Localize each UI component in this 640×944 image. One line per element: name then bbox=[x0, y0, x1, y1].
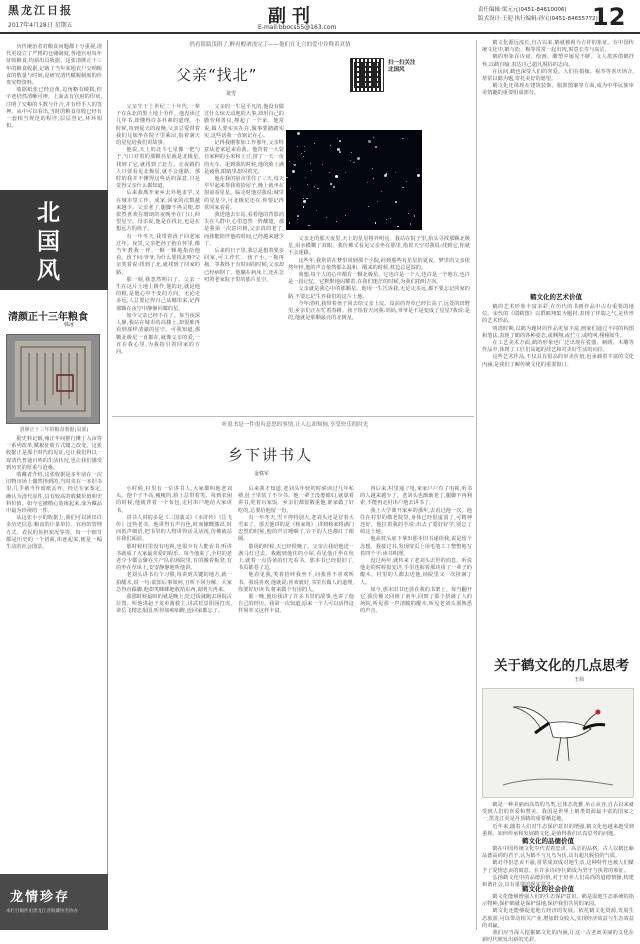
star-dot bbox=[339, 140, 341, 142]
star-dot bbox=[377, 201, 379, 203]
star-dot bbox=[395, 201, 397, 203]
paragraph: 有一年冬天,我带着孩子回老家过年。夜里,父亲把孙子抱在怀里,像当年教我一样,一颗一颗地指给他看。孩子问:爷爷,为什么要找北呀?父亲笑着说:找到了北,就找到了回家的路。 bbox=[116, 233, 200, 276]
article-divider bbox=[112, 416, 474, 417]
heading-social-value: 鹤文化的社会价值 bbox=[522, 885, 574, 893]
paragraph: 后来我离开家乡去外地求学,又在城市里工作、成家,回家的次数越来越少。父亲老了,腿脚不再灵便,却依然喜欢在晴朗的夜晚坐在门口,仰望星空。母亲说,他是在找北,也是在想远方的孩子。 bbox=[116, 190, 200, 233]
paragraph: 那一晚,他给我讲了许多书里的故事,也讲了他自己的经历。我第一次知道,原来一个人可以活得这样简单又这样丰富。 bbox=[238, 594, 354, 615]
star-dot bbox=[384, 174, 387, 177]
star-dot bbox=[308, 225, 310, 227]
star-dot bbox=[297, 215, 299, 217]
social-value-body bbox=[482, 894, 634, 944]
star-dot bbox=[303, 198, 304, 199]
left-body-text bbox=[6, 436, 102, 870]
star-dot bbox=[310, 163, 311, 164]
paragraph: 没过两年,就传来了老刘头去世的消息。听说他走的时候很安详,手里还握着那块用了一辈子的醒木。村里的人都去送他,场院里又一次挤满了人。 bbox=[360, 558, 472, 586]
star-dot bbox=[317, 188, 319, 190]
star-dot bbox=[390, 218, 391, 219]
qr-code-pattern bbox=[354, 62, 380, 88]
star-dot bbox=[303, 156, 304, 157]
star-dot bbox=[414, 215, 416, 217]
star-dot bbox=[333, 186, 335, 188]
paragraph: 鹤是一种美丽而高贵的鸟类,它体态优雅,举止从容,自古以来就受到人们的喜爱和赞美。我国是世界上鹤类资源最丰富的国家之一,黑龙江更是丹顶鹤的重要栖息地。 bbox=[482, 802, 634, 823]
paragraph: 有一年冬天,雪下得特别大,老刘头还是冒着大雪来了。那天他讲的是《杨家将》,讲到杨家将满门忠烈的时候,他的声音哽咽了,台下的人也都红了眼圈。 bbox=[238, 514, 354, 543]
star-dot bbox=[303, 200, 306, 203]
paragraph: 讲书人讲的多是《三国演义》《水浒传》《岳飞传》这些老书。他讲得有声有色,时而慷慨激昂,时而低声细语,把书里的人物讲得活灵活现,仿佛就站在我们面前。 bbox=[116, 514, 232, 543]
star-dot bbox=[330, 183, 332, 185]
paragraph: 父亲就是我心中的那颗星。他用一生告诉我,无论走多远,都不要忘记回家的路,不要忘记生养我们的这片土地。 bbox=[288, 286, 470, 300]
paragraph: 我想,每个人的心中都有一颗北极星。它也许是一个人,也许是一个地方,也许是一段记忆。它默默地闪耀着,在我们迷茫的时候,为我们指明方向。 bbox=[288, 272, 470, 286]
paragraph: 小时候,村里有一位讲书人,大家都叫他老刘头。他个子不高,瘦瘦的,脸上总带着笑。每到农闲的时候,他就背着一个布包,走村串户地给大家讲书。 bbox=[116, 486, 232, 514]
paragraph: 鹤的形象在诗词、绘画、雕塑中屡见不鲜。文人墨客借鹤抒怀,以鹤自喻,表达自己超凡脱俗的志向。 bbox=[482, 54, 634, 68]
right-mid-text bbox=[482, 304, 634, 644]
star-dot bbox=[339, 151, 341, 153]
star-dot bbox=[337, 148, 340, 151]
section-title: 副刊 bbox=[268, 6, 316, 27]
star-dot bbox=[357, 157, 360, 160]
paragraph: 他从枕头底下拿出那本旧书递给我,说是留个念想。我接过书,发现扉页上用毛笔工工整整地写着四个字:读书明理。 bbox=[360, 536, 472, 557]
left-intro-text bbox=[6, 44, 102, 184]
paragraph: 鹤文化能够增强人们的生态保护意识。鹤是湿地生态系统的指示物种,保护鹤就是保护湿地,保护我们共同的家园。 bbox=[482, 894, 634, 908]
paragraph: 记得我刚参加工作那年,父亲特意从老家赶来看我。他背着一大袋自家种的小米和土豆,挤了一天一夜的火车。见到我的时候,他的脸上满是疲惫,眼睛里却闪着光。 bbox=[204, 140, 284, 175]
paragraph: 明清时期,以鹤为题材的作品更加丰富,画家们通过不同的构图和笔法,表现了鹤的各种姿态,或翱翔,或伫立,或鸣叫,栩栩如生。 bbox=[482, 325, 634, 339]
paragraph: 我上大学离开家乡的那年,去看过他一次。他住在村里的敬老院里,身体已经很虚弱了,可精神还好。他拉着我的手说:出去了要好好学,别忘了咱这土地。 bbox=[360, 507, 472, 536]
paragraph: 老刘头讲书有个习惯,每讲到关键的地方,就一拍醒木,说一句:欲知后事如何,且听下回分解。大家急得直跺脚,他却笑眯眯地收拾东西,说明天再来。 bbox=[116, 572, 232, 593]
star-dot bbox=[375, 146, 377, 148]
star-dot bbox=[367, 182, 368, 183]
crane-article-author: 王伟 bbox=[574, 677, 585, 683]
paragraph: 我们应当深入挖掘鹤文化的内涵,让这一古老而美丽的文化在新时代焕发出新的光彩。 bbox=[482, 930, 634, 944]
article1-col1 bbox=[116, 104, 200, 414]
right-top-text bbox=[482, 40, 634, 288]
star-dot bbox=[289, 161, 290, 162]
star-dot bbox=[368, 206, 369, 207]
article1-col3 bbox=[288, 236, 470, 412]
star-dot bbox=[397, 226, 399, 228]
column-name-band bbox=[0, 190, 108, 290]
paragraph: 从这张小小的收据上,我们可以读出许多历史信息:粮食的计量单位、官府的管理方式、农民的负担状况等等。每一个细节都是历史的一个切面,串连起来,便是一幅生动的社会图景。 bbox=[6, 515, 102, 551]
star-dot bbox=[292, 170, 295, 173]
paragraph: 父亲的一生是平凡的,他没有做过什么惊天动地的大事,却用自己的勤劳和善良,撑起了一个家。他常说,做人要实实在在,做事要踏踏实实,这些话我一直铭记在心。 bbox=[204, 104, 284, 139]
star-dot bbox=[375, 222, 377, 224]
paragraph: 收据纸张已经泛黄,边角略有破损,但字迹仍然清晰可辨。上面盖有官府的印章,注明了交粮的斗数与升合,并有经手人的签押。从中可以看出,当时的粮食征收已经有一套相当规范的程序,层层登记,环环相扣。 bbox=[6, 87, 102, 130]
article2-title: 乡下讲书人 bbox=[228, 446, 314, 464]
article1-col2 bbox=[204, 104, 284, 414]
footer-subtitle: 本栏目稿件由黑龙江省收藏协会协办 bbox=[6, 909, 78, 914]
paragraph: 他在我的宿舍里住了三天,每天早早起来帮我收拾屋子,晚上就坐在窗前看星星。临走时他对我说:城里的星星少,可北极星还在,你要记得常回家看看。 bbox=[204, 176, 284, 211]
paragraph: 鹤文化还体现在建筑装饰、服饰图案等方面,成为中华民族审美情趣的重要组成部分。 bbox=[482, 83, 634, 97]
star-dot bbox=[350, 160, 352, 162]
paragraph: 在工艺美术方面,鹤的形象也广泛出现在瓷器、刺绣、木雕等作品中,体现了工匠们高超的技艺和对美好生活的向往。 bbox=[482, 340, 634, 354]
crane-image bbox=[483, 689, 633, 797]
paragraph: 再后来,村里通了电,家家户户有了电视,听书的人越来越少了。老刘头也渐渐老了,腿脚不再利索,不能再走村串户地去讲书了。 bbox=[360, 486, 472, 507]
star-dot bbox=[402, 138, 404, 140]
paragraph: 今年清明,我带着孩子回去给父亲上坟。坟前的青草已经长高了,远处的田野里,乡亲们正在忙着春耕。孩子指着天问我:妈妈,爷爷是不是变成了星星?我说:是的,他就是那颗最亮的北极星。 bbox=[288, 300, 470, 322]
article1-title: 父亲“找北” bbox=[176, 66, 258, 84]
editor-line: 责任编辑:梁元元(0451-84610006) bbox=[478, 7, 567, 13]
star-dot bbox=[289, 222, 291, 224]
star-dot bbox=[351, 152, 352, 153]
article2-col1 bbox=[116, 486, 232, 926]
star-dot bbox=[406, 181, 407, 182]
star-dot bbox=[307, 184, 308, 185]
star-dot bbox=[410, 223, 412, 225]
star-dot bbox=[395, 172, 396, 173]
crane-article-title: 关于鹤文化的几点思考 bbox=[494, 658, 629, 674]
paragraph: 鹤文化源远流长,自古以来,鹤就被视为吉祥的象征。在中国传统文化中,鹤与松、梅等常常一起出现,寓意长寿与高洁。 bbox=[482, 40, 634, 54]
paragraph: 他看见我,笑着招呼我坐下,问我喜不喜欢听书。我说喜欢,他就说:喜欢就好,书里有做人的道理,你要好好读书,将来做个有用的人。 bbox=[238, 572, 354, 593]
column-name: 北国风 bbox=[33, 200, 60, 287]
crane-intro-body bbox=[482, 802, 634, 836]
paragraph: 后来我才知道,老刘头年轻的时候读过几年私塾,肚子里装了不少书。他一辈子没娶媳妇,就靠着讲书,吃着百家饭。乡亲们都很敬重他,谁家做了好吃的,总要给他留一份。 bbox=[238, 486, 354, 514]
star-dot bbox=[402, 187, 404, 189]
star-dot bbox=[303, 206, 305, 208]
star-dot bbox=[337, 138, 338, 139]
star-dot bbox=[314, 186, 315, 187]
star-dot bbox=[381, 191, 382, 192]
paragraph: 那一刻,我忽然明白了。父亲一生在这片土地上耕作,他的北,就是他的根,是他心中不变的方向。无论走多远,人总要记得自己从哪里来,记得那颗在夜空中静静闪耀的星。 bbox=[116, 276, 200, 312]
star-dot bbox=[372, 168, 373, 169]
star-dot bbox=[345, 215, 346, 216]
masthead: 黑龙江日报 bbox=[8, 4, 73, 17]
paragraph: 据史料记载,雍正年间推行摊丁入亩等一系列改革,赋税征收方式随之改变。这张收据正是那个时代的见证,它让我们得以一窥清代普通百姓的生活状况,也让我们感受到历史的厚重与沧桑。 bbox=[6, 436, 102, 471]
star-dot bbox=[286, 177, 288, 179]
star-dot bbox=[373, 137, 374, 138]
footer-title: 龙情珍存 bbox=[10, 890, 71, 905]
left-column bbox=[0, 40, 108, 930]
paragraph: 他说,天上的北斗七星像一把勺子,勺口对着的那颗亮星就是北极星,找到了它,就找到了北方。走夜路的人只要看见北极星,就不会迷路。那时的我并不懂得这些话的深意,只是觉得父亲什么都知道。 bbox=[116, 147, 200, 190]
paragraph: 我那时候最盼的就是晚上,吃过饭就跑去场院占位置。听他讲赵子龙单骑救主,讲武松景阳冈打虎,讲岳飞精忠报国,听得如痴如醉,连回家都忘了。 bbox=[116, 594, 232, 615]
designer-line: 版式设计:王迎 执行编辑:孙宝(0451-84655772) bbox=[478, 16, 598, 22]
star-dot bbox=[290, 188, 292, 190]
paragraph: 鹤对伴侣忠贞不渝,常常成双成对地生活,这种特性也被人们赋予了爱情忠贞的寓意。在许多诗词中,鹤成为坚守与执着的象征。 bbox=[482, 860, 634, 874]
star-dot bbox=[294, 164, 296, 166]
article1-banner: 悄看银瓶浅斟了,醉看醇酒浇完了——他们在无言的爱中诠释着真情 bbox=[189, 42, 351, 48]
star-dot bbox=[322, 164, 323, 165]
heading-moral-value: 鹤文化的品德价值 bbox=[522, 837, 574, 845]
star-dot bbox=[329, 172, 330, 173]
left-article-title: 清颜正十三年粮食 bbox=[8, 312, 88, 323]
star-dot bbox=[326, 217, 327, 218]
qr-caption: 扫一扫关注北国风 bbox=[388, 60, 416, 73]
receipt-image bbox=[7, 335, 99, 423]
star-dot bbox=[311, 170, 312, 171]
paragraph: 鹤文化还能够促进地方经济的发展。依托鹤文化资源,发展生态旅游,可以带动相关产业,增加群众收入,实现经济效益与生态效益的双赢。 bbox=[482, 908, 634, 929]
star-dot bbox=[301, 153, 302, 154]
star-dot bbox=[345, 172, 346, 173]
article2-banner: 听说书是一件很有意思的事情,让人忘却烦恼,享受快乐的时光 bbox=[221, 422, 369, 428]
star-dot bbox=[305, 177, 306, 178]
star-dot bbox=[330, 145, 331, 146]
paragraph: 鹤在中国传统文化中代表着忠贞、高洁的品格。古人以鹤比喻品德高尚的君子,认为鹤不与凡鸟为伍,具有超凡脱俗的气质。 bbox=[482, 846, 634, 860]
article2-col3 bbox=[360, 486, 472, 926]
star-dot bbox=[408, 213, 409, 214]
paragraph: 那时候村里没有电视,也很少有人能看书,听讲书就成了大家最喜爱的娱乐。每当他来了,全村的老老少少都会聚在生产队的场院里,有的搬着板凳,有的坐在草垛上,安安静静地听他讲。 bbox=[116, 543, 232, 572]
paragraph: 后来的日子里,我总是想着要多回家,可工作忙、孩子小,一拖再拖。等我终于有时间的时候,父亲却已经病倒了。他躺在病床上,还在念叨着老家院子里的那片星空。 bbox=[204, 248, 284, 283]
star-dot bbox=[304, 151, 305, 152]
left-footer-banner bbox=[0, 874, 108, 930]
star-dot bbox=[314, 143, 316, 145]
section-email: E-mail:bbocs55@163.com bbox=[258, 24, 337, 31]
star-dot bbox=[297, 146, 298, 147]
right-column-divider bbox=[476, 40, 477, 930]
paragraph: 父亲生于上世纪二十年代,一辈子在东北的黑土地上劳作。他没读过几年书,却懂得许多朴素的道理。小时候,每到夏天的夜晚,父亲总爱带着我们兄妹坐在院子里乘凉,指着满天的星星给我们讲故事。 bbox=[116, 104, 200, 147]
star-dot bbox=[297, 132, 300, 135]
paragraph: 在民间,鹤也深受人们的喜爱。人们在婚嫁、祝寿等喜庆场合,常常以鹤为题,寄托美好的愿望。 bbox=[482, 68, 634, 83]
article1-author: 龙雪 bbox=[226, 91, 237, 97]
left-article-author: 韩冰 bbox=[64, 322, 75, 328]
paragraph: 近年来,随着人们对生态保护意识的增强,鹤文化也越来越受到重视。如何传承和发展鹤文化,是值得我们认真思考的问题。 bbox=[482, 823, 634, 837]
paragraph: 收藏者介绍,这张收据是多年前在一次旧物市场上偶然得到的,当时夹在一本旧书里,几乎被当作废纸丢弃。经过专家鉴定,确认为清代原件,具有较高的收藏价值和史料价值。如今它被精心装裱起来,成为藏品中最为珍视的一件。 bbox=[6, 472, 102, 515]
star-dot bbox=[304, 146, 305, 147]
paragraph: 历代统治者对粮食问题都十分重视,清代更设立了严格的仓储制度,各地官府每年征收粮食,均须出具收据。这张清颜正十三年的粮食收据,记载了当年某地农户交纳粮食的数量与时间,是研究清代赋税制度的珍贵实物资料。 bbox=[6, 44, 102, 87]
star-dot bbox=[353, 162, 355, 164]
paragraph: 如今,那本旧书还放在我的书架上。每当翻开它,我仿佛又回到了童年,回到了那个挤满了人的场院,听见那一声清脆的醒木,听见老刘头那熟悉的声音。 bbox=[360, 586, 472, 615]
article2-author: 金铁军 bbox=[254, 471, 270, 477]
star-dot bbox=[368, 140, 371, 143]
star-dot bbox=[306, 198, 308, 200]
page-number: 12 bbox=[592, 3, 626, 31]
paragraph: 这些年,我常常在梦里回到那个小院,回到那些有星星的夏夜。梦里的父亲依然年轻,他的声音依然那么温和。醒来的时候,枕边总是湿的。 bbox=[288, 257, 470, 271]
starry-sky-photo bbox=[286, 130, 422, 230]
paragraph: 弘扬鹤文化中的品德价值,对于培养人们高尚的道德情操,构建和谐社会,具有重要的现实意义。 bbox=[482, 874, 634, 889]
paragraph: 这些艺术作品,不仅具有很高的审美价值,也承载着丰富的文化内涵,是我们了解传统文化的重要窗口。 bbox=[482, 354, 634, 368]
page-header bbox=[0, 0, 640, 34]
issue-date: 2017年4月28日 星期五 bbox=[8, 22, 73, 29]
star-dot bbox=[386, 219, 387, 220]
star-dot bbox=[336, 221, 337, 222]
star-dot bbox=[335, 175, 338, 178]
star-dot bbox=[316, 210, 317, 211]
paragraph: 散场的时候,天已经很晚了。父亲让我给他送一盏马灯过去。我跑到他住的小屋,看见他正坐在炕上,就着一点昏黄的灯光看书。那本书已经很旧了,书页都卷了边。 bbox=[238, 543, 354, 572]
qr-code-icon[interactable] bbox=[350, 58, 384, 92]
receipt-photo bbox=[6, 334, 100, 424]
receipt-photo-caption: 清颜正十三年的粮食收据(局部) bbox=[19, 427, 89, 433]
star-dot bbox=[373, 178, 374, 179]
paragraph: 我送他去车站,看着他的背影消失在人群中,心里忽然一阵酸楚。那是我第一次意识到,父亲真的老了,而我能陪伴他的时间,已经越来越少了。 bbox=[204, 212, 284, 247]
star-dot bbox=[417, 174, 420, 177]
star-dot bbox=[297, 219, 299, 221]
article2-col2 bbox=[238, 486, 354, 926]
right-heading-art: 鹤文化的艺术价值 bbox=[530, 293, 582, 301]
paragraph: 如今父亲已经不在了。每当夜深人静,我站在城市的高楼上,却很难再看到那样清澈的星空。可我知道,那颗北极星一直都在,就像父亲的爱,一直在我心里,为我指引着回家的方向。 bbox=[116, 312, 200, 355]
paragraph: 父亲走的那天夜里,天上的星星格外明亮。我站在院子里,抬头寻找那颗北极星,泪水模糊了双眼。我仿佛又看见父亲坐在那里,指着天空对我说:找到它,你就不会迷路。 bbox=[288, 236, 470, 257]
paragraph: 鹤的艺术形象丰富多彩,在历代的书画作品中占有重要的地位。宋代的《瑞鹤图》以群鹤翔集为题材,表现了祥瑞之气,是传世的艺术珍品。 bbox=[482, 304, 634, 325]
crane-painting bbox=[482, 688, 634, 798]
editor-credits bbox=[478, 6, 598, 24]
